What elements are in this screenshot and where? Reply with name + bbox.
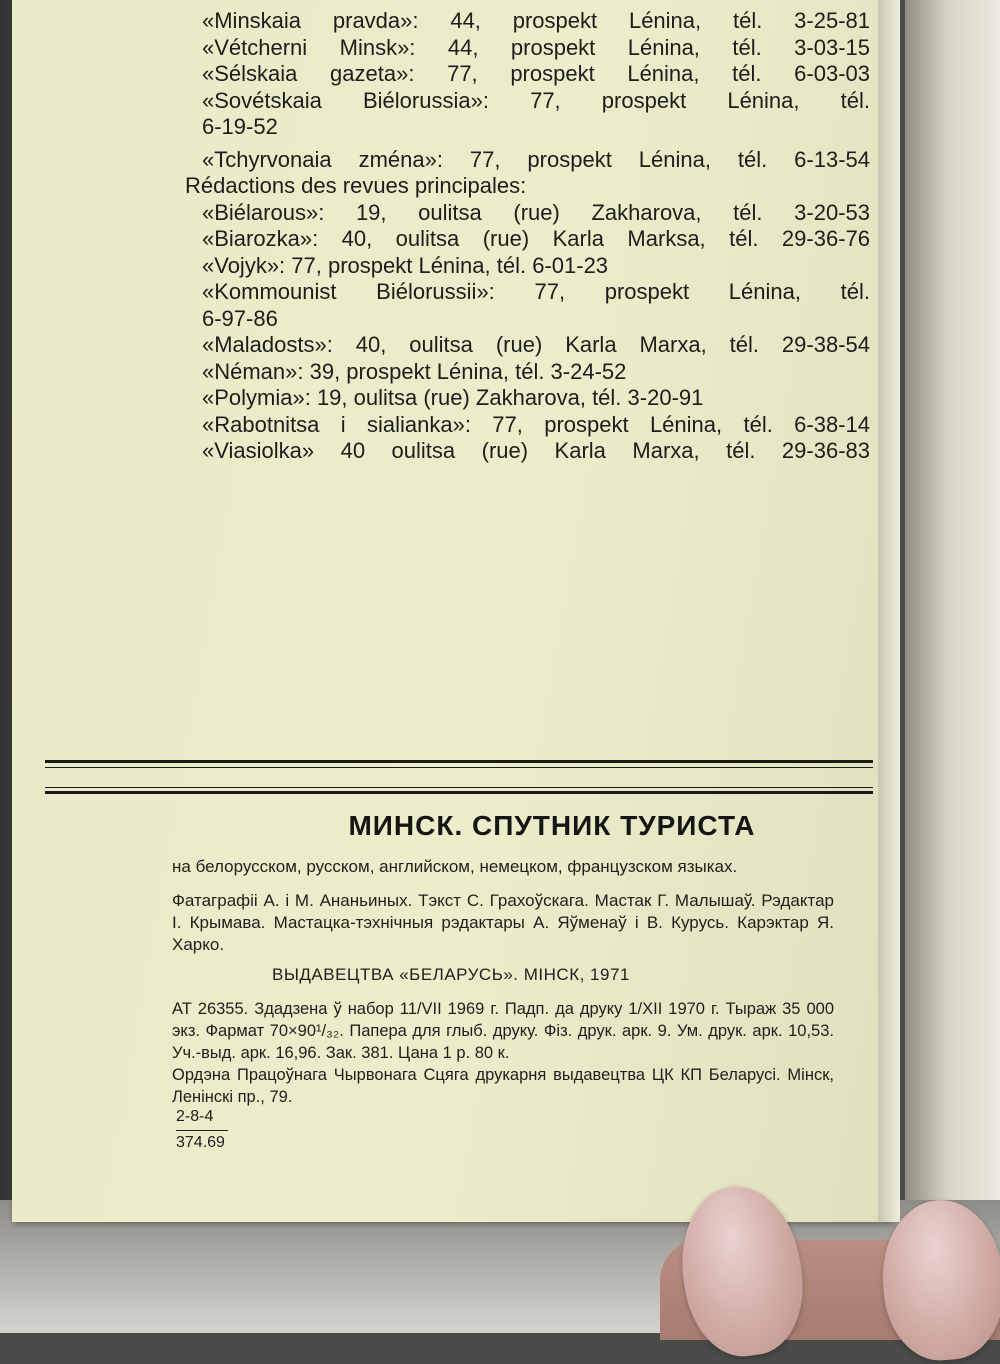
list-item: «Kommounist Biélorussii»: 77, prospekt Lénina, tél. xyxy=(202,279,870,304)
colophon xyxy=(172,810,834,1108)
section-heading: Rédactions des revues principales: xyxy=(185,173,527,198)
list-item: «Sélskaia gazeta»: 77, prospekt Lénina, tél. 6-03-03 xyxy=(202,61,870,86)
list-item: «Minskaia pravda»: 44, prospekt Lénina, tél. 3-25-81 xyxy=(202,8,870,33)
top-double-rule xyxy=(45,760,873,768)
book-title: МИНСК. СПУТНИК ТУРИСТА xyxy=(348,810,756,841)
rule-thin xyxy=(45,787,873,788)
address-list xyxy=(170,8,870,465)
list-item: 6-97-86 xyxy=(202,305,278,331)
rule-thick xyxy=(45,791,873,794)
list-item: «Sovétskaia Biélorussia»: 77, prospekt Lénina, tél. xyxy=(202,87,870,113)
list-item: «Biarozka»: 40, oulitsa (rue) Karla Marksa, tél. 29-36-76 xyxy=(202,226,870,251)
list-item: «Maladosts»: 40, oulitsa (rue) Karla Marxa, tél. 29-38-54 xyxy=(202,332,870,357)
page-edge xyxy=(878,0,900,1222)
list-item: «Vétcherni Minsk»: 44, prospekt Lénina, tél. 3-03-15 xyxy=(202,34,870,60)
printing-house: Ордэна Працоўнага Чырвонага Сцяга друкарня выдавецтва ЦК КП Беларусі. Мінск, Ленінскі пр., 79. xyxy=(172,1066,834,1106)
list-item: «Tchyrvonaia zména»: 77, prospekt Lénina, tél. 6-13-54 xyxy=(202,146,870,172)
catalog-code-bottom: 374.69 xyxy=(176,1134,225,1151)
languages-note: на белорусском, русском, английском, немецком, французском языках. xyxy=(172,857,738,876)
fraction-rule xyxy=(176,1130,228,1131)
catalog-code-top: 2-8-4 xyxy=(176,1108,214,1125)
publisher-line: ВЫДАВЕЦТВА «БЕЛАРУСЬ». МІНСК, 1971 xyxy=(272,965,630,984)
background-right xyxy=(905,0,1000,1333)
rule-thin xyxy=(45,767,873,768)
list-item: «Rabotnitsa i sialianka»: 77, prospekt Lénina, tél. 6-38-14 xyxy=(202,411,870,437)
credits-paragraph: Фатаграфіі А. і М. Ананьиных. Тэкст С. Грахоўскага. Мастак Г. Малышаў. Рэдактар І. Крымава. Мастацка-тэхнічныя рэдактары А. Яўменаў і В. Курусь. Карэктар Я. Харко. xyxy=(172,891,834,954)
list-item: «Viasiolka» 40 oulitsa (rue) Karla Marxa, tél. 29-36-83 xyxy=(202,438,870,463)
list-item: «Biélarous»: 19, oulitsa (rue) Zakharova, tél. 3-20-53 xyxy=(202,199,870,225)
list-item: «Néman»: 39, prospekt Lénina, tél. 3-24-52 xyxy=(202,358,627,384)
bottom-double-rule xyxy=(45,787,873,794)
list-item: 6-19-52 xyxy=(202,114,278,139)
rule-thick xyxy=(45,760,873,763)
list-item: «Vojyk»: 77, prospekt Lénina, tél. 6-01-23 xyxy=(202,252,609,278)
technical-details: АТ 26355. Здадзена ў набор 11/VII 1969 г. Падп. да друку 1/XII 1970 г. Тыраж 35 000 экз. Фармат 70×90¹/₃₂. Папера для глыб. друку. Фіз. друк. арк. 9. Ум. друк. арк. 10,53. Уч.-выд. арк. 16,96. Зак. 381. Цана 1 р. 80 к. xyxy=(172,1000,834,1062)
list-item: «Polymia»: 19, oulitsa (rue) Zakharova, tél. 3-20-91 xyxy=(202,385,704,410)
